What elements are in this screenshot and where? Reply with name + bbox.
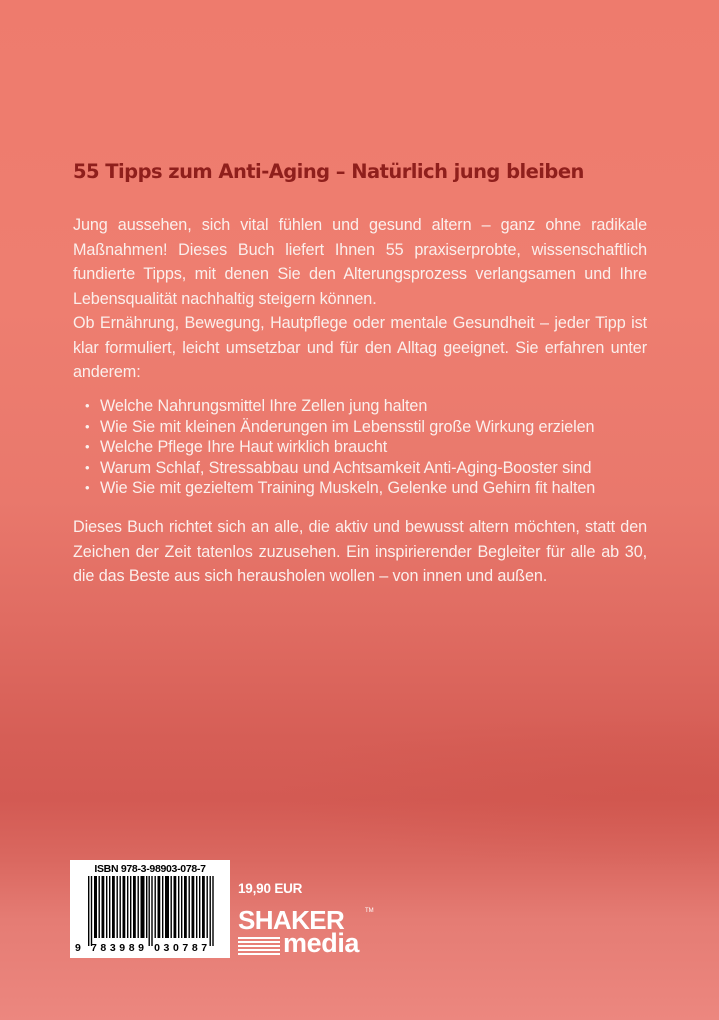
topics-paragraph: Ob Ernährung, Bewegung, Hautpflege oder mentale Gesundheit – jeder Tipp ist klar formuliert, leicht umsetzbar und für den Alltag geeignet. Sie erfahren unter anderem: — [73, 314, 647, 381]
list-item — [84, 396, 595, 417]
list-item — [84, 437, 595, 458]
list-item-text: Welche Pflege Ihre Haut wirklich braucht — [100, 438, 388, 457]
bullet-icon: • — [85, 439, 90, 455]
isbn-barcode — [70, 860, 230, 958]
barcode-icon — [88, 876, 214, 946]
list-item-text: Wie Sie mit gezieltem Training Muskeln, Gelenke und Gehirn fit halten — [100, 479, 596, 498]
bullet-icon: • — [85, 398, 90, 413]
bullet-icon: • — [85, 418, 90, 434]
list-item-text: Wie Sie mit kleinen Änderungen im Lebensstil große Wirkung erzielen — [100, 417, 595, 436]
list-item — [84, 478, 595, 499]
barcode-digits: 9 783989 030787 — [75, 942, 211, 954]
price-label: 19,90 EUR — [238, 881, 303, 896]
publisher-name-bottom: media — [283, 928, 360, 958]
list-item — [84, 458, 595, 479]
trademark-symbol: TM — [365, 908, 374, 914]
list-item — [84, 417, 595, 438]
benefits-list — [84, 396, 595, 499]
publisher-logo — [238, 907, 378, 961]
publisher-name-top: SHAKER — [238, 905, 345, 935]
cover-title: 55 Tipps zum Anti-Aging – Natürlich jung bleiben — [73, 160, 584, 183]
list-item-text: Welche Nahrungsmittel Ihre Zellen jung halten — [100, 397, 428, 415]
isbn-label: ISBN 978-3-98903-078-7 — [94, 863, 206, 875]
logo-stripes-icon — [238, 937, 280, 957]
bullet-icon: • — [85, 459, 90, 475]
list-item-text: Warum Schlaf, Stressabbau und Achtsamkeit Anti-Aging-Booster sind — [100, 458, 592, 477]
audience-paragraph: Dieses Buch richtet sich an alle, die aktiv und bewusst altern möchten, statt den Zeichen der Zeit tatenlos zuzusehen. Ein inspirierender Begleiter für alle ab 30, die das Beste aus sich herausholen wollen – von innen und außen. — [73, 518, 647, 585]
bullet-icon: • — [85, 480, 90, 496]
intro-paragraph: Jung aussehen, sich vital fühlen und gesund altern – ganz ohne radikale Maßnahmen! Dieses Buch liefert Ihnen 55 praxiserprobte, wissenschaftlich fundierte Tipps, mit denen Sie den Alterungsprozess verlangsamen und Ihre Lebensqualität nachhaltig steigern können. — [73, 216, 647, 308]
